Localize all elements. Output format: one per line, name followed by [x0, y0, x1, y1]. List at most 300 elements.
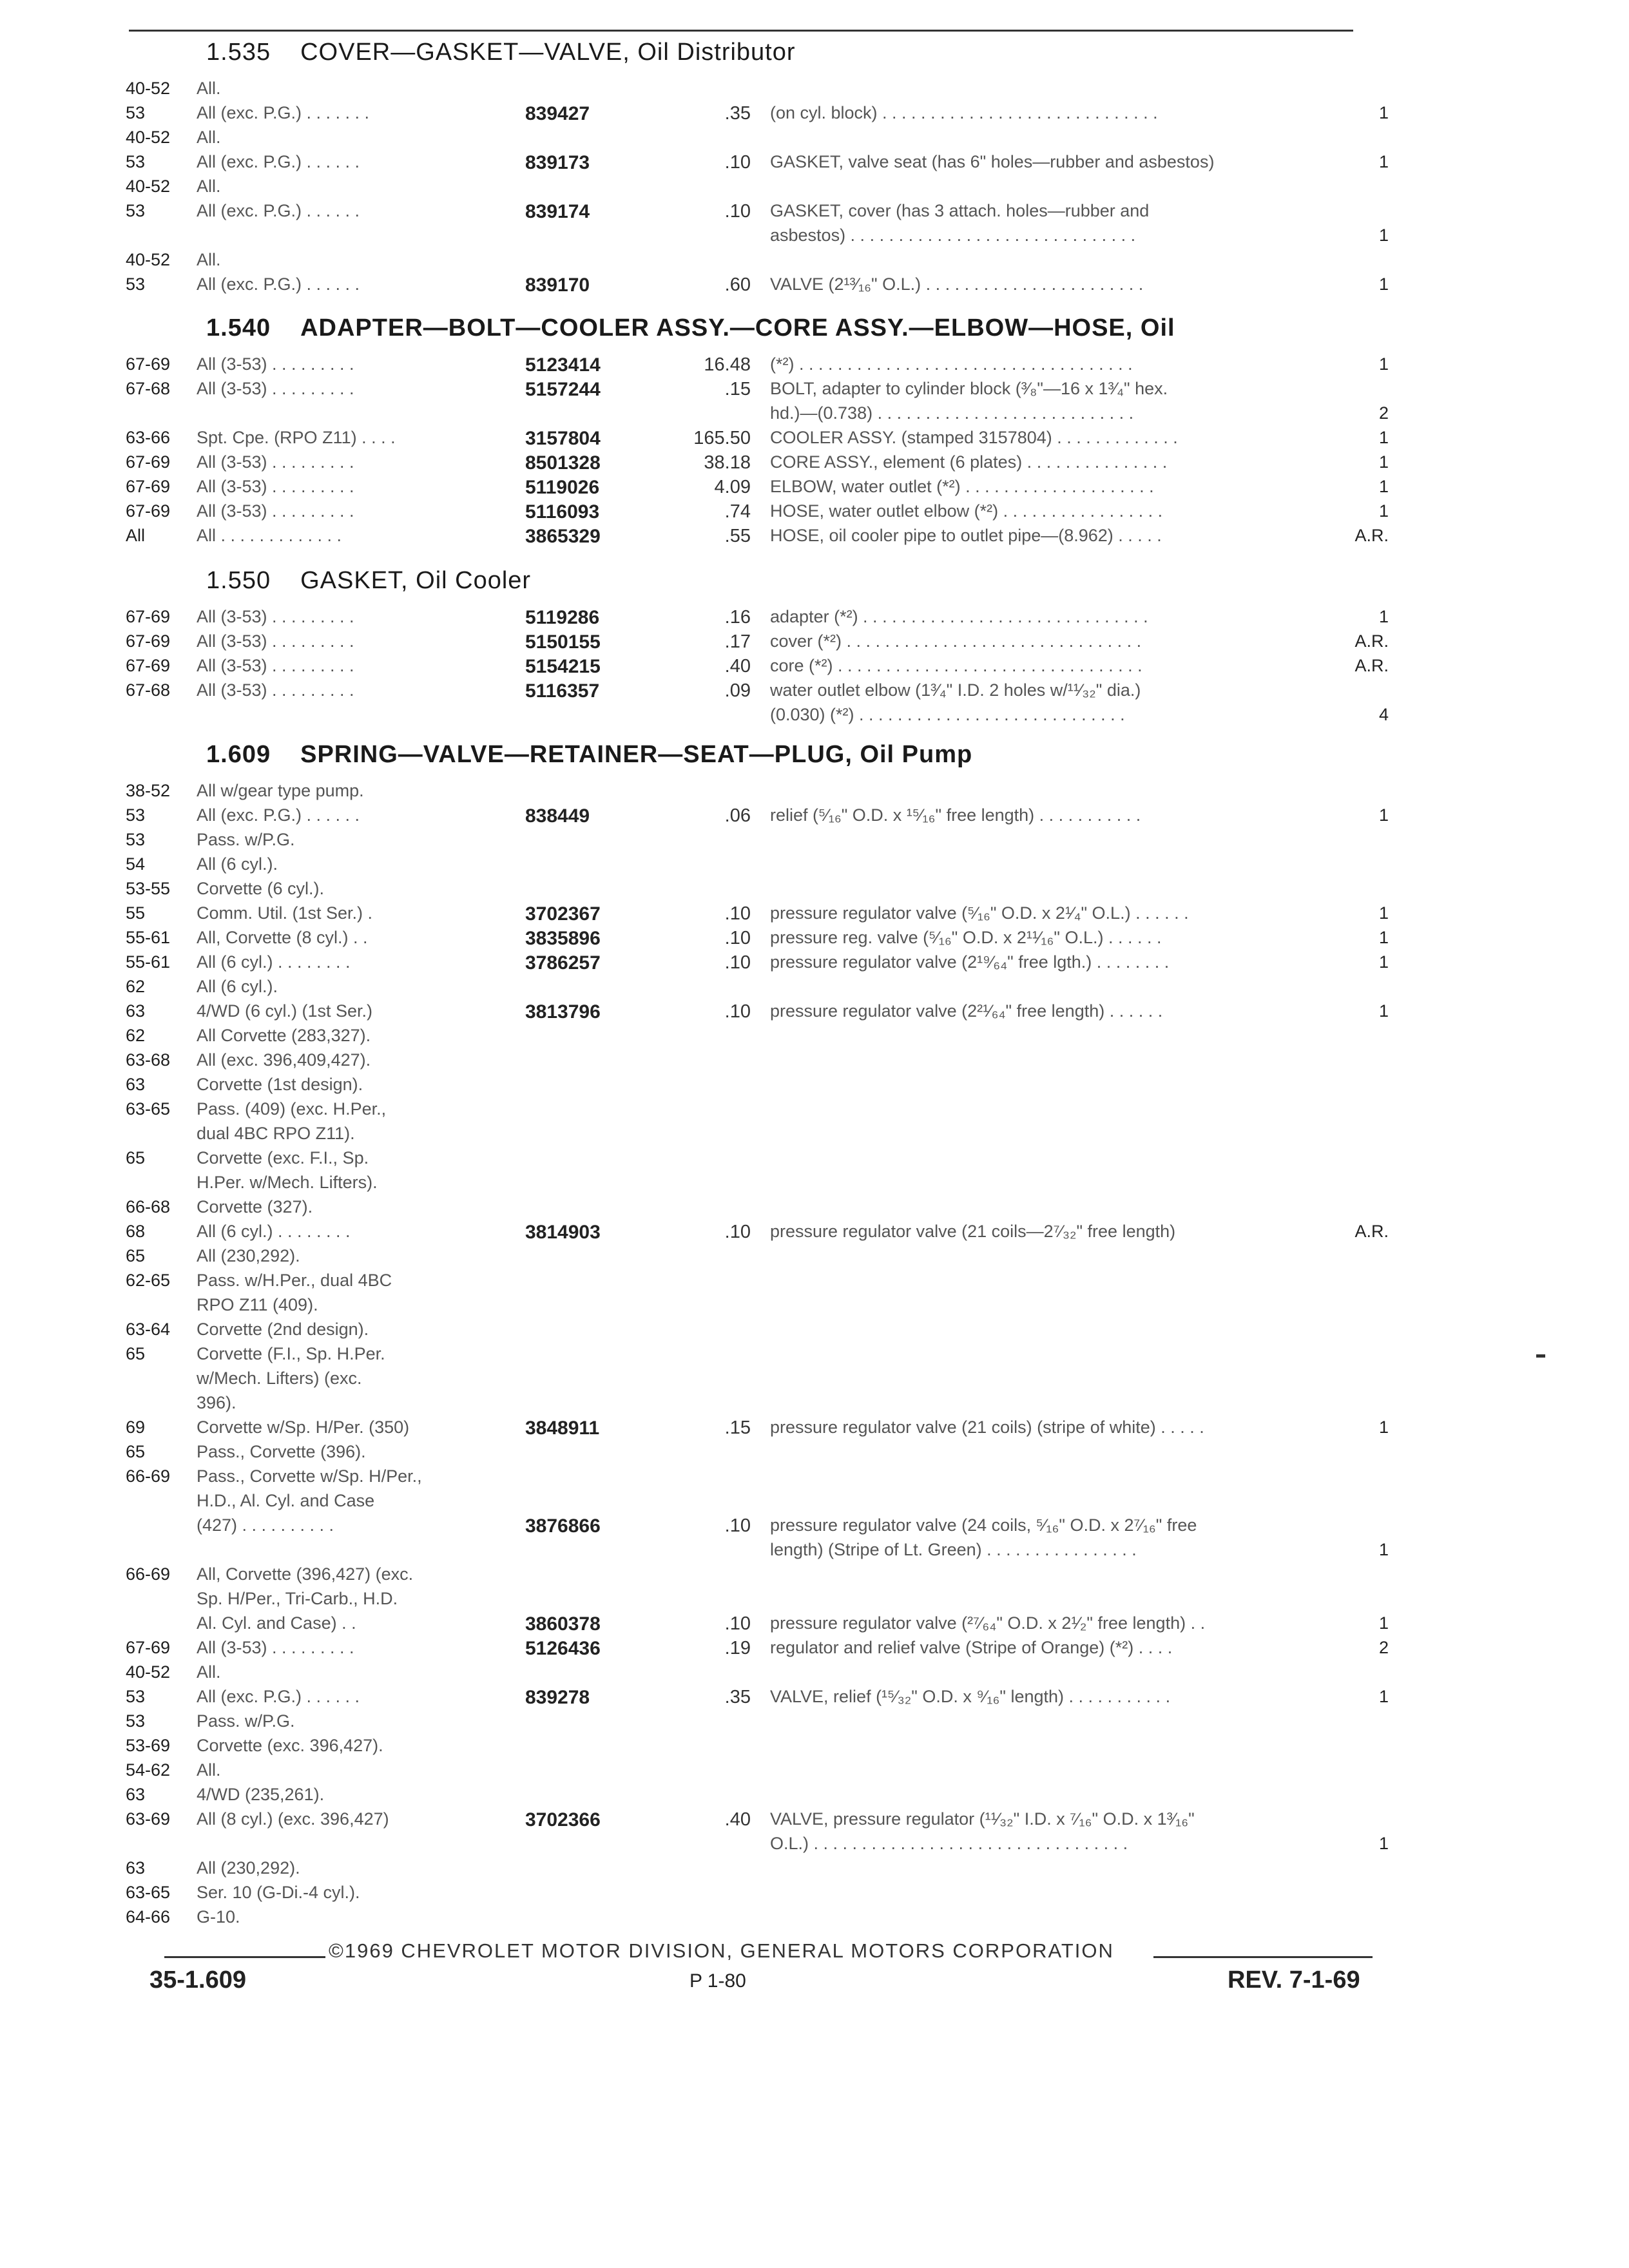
parts-row — [126, 1344, 1402, 1370]
quantity: A.R. — [1354, 526, 1389, 545]
parts-row — [126, 830, 1402, 856]
model-applicability: All. — [197, 177, 221, 196]
part-number: 5126436 — [525, 1638, 601, 1659]
model-year: 65 — [126, 1344, 146, 1363]
part-number: 5116357 — [525, 680, 600, 702]
quantity: 1 — [1378, 452, 1389, 472]
model-applicability: All (3-53) . . . . . . . . . — [197, 656, 354, 675]
parts-row — [126, 177, 1402, 202]
model-year: 53 — [126, 1687, 146, 1706]
part-number: 3702367 — [525, 903, 601, 925]
part-number: 5123414 — [525, 354, 601, 376]
model-applicability: All (8 cyl.) (exc. 396,427) — [197, 1809, 389, 1829]
part-description: HOSE, oil cooler pipe to outlet pipe—(8.962) . . . . . — [770, 526, 1162, 545]
section-number: 1.609 — [206, 741, 271, 768]
model-applicability: All. — [197, 128, 221, 147]
parts-row — [126, 79, 1402, 104]
model-applicability: Pass., Corvette w/Sp. H/Per., — [197, 1466, 422, 1486]
model-applicability: Pass., Corvette (396). — [197, 1442, 366, 1461]
parts-row — [126, 1834, 1402, 1860]
parts-row — [126, 354, 1402, 380]
parts-row — [126, 1564, 1402, 1590]
list-price: .10 — [724, 1515, 751, 1536]
part-number: 5119286 — [525, 607, 600, 628]
model-year: 67-69 — [126, 631, 171, 651]
model-applicability: All (exc. P.G.) . . . . . . — [197, 201, 360, 220]
list-price: .35 — [724, 103, 751, 124]
model-year: 65 — [126, 1246, 146, 1265]
model-applicability: All. — [197, 1662, 221, 1682]
margin-mark — [1536, 1354, 1545, 1358]
model-year: 67-68 — [126, 680, 171, 700]
list-price: .74 — [724, 501, 751, 522]
parts-row — [126, 1173, 1402, 1198]
parts-row — [126, 477, 1402, 503]
model-applicability: All (6 cyl.) . . . . . . . . — [197, 1222, 351, 1241]
parts-row — [126, 1099, 1402, 1125]
model-year: All — [126, 526, 146, 545]
model-year: 66-68 — [126, 1197, 171, 1216]
section-title — [206, 39, 796, 66]
model-applicability: w/Mech. Lifters) (exc. — [197, 1369, 362, 1388]
list-price: .10 — [724, 201, 751, 222]
revision-date: REV. 7-1-69 — [1228, 1966, 1360, 1994]
part-description: water outlet elbow (1³⁄₄" I.D. 2 holes w/¹¹⁄₃₂" dia.) — [770, 680, 1141, 700]
quantity: 1 — [1378, 226, 1389, 245]
model-applicability: Corvette (6 cyl.). — [197, 879, 325, 898]
quantity: 1 — [1378, 103, 1389, 122]
list-price: .19 — [724, 1638, 751, 1658]
quantity: 1 — [1378, 1834, 1389, 1853]
parts-row — [126, 452, 1402, 478]
parts-row — [126, 274, 1402, 300]
model-year: 67-69 — [126, 354, 171, 374]
model-applicability: All w/gear type pump. — [197, 781, 364, 800]
part-description: pressure regulator valve (24 coils, ⁵⁄₁₆" O.D. x 2⁷⁄₁₆" free — [770, 1515, 1197, 1535]
part-description: ELBOW, water outlet (*²) . . . . . . . . . . . . . . . . . . . . — [770, 477, 1154, 496]
parts-row — [126, 1222, 1402, 1247]
list-price: .10 — [724, 952, 751, 973]
model-applicability: All, Corvette (396,427) (exc. — [197, 1564, 414, 1584]
list-price: .40 — [724, 656, 751, 677]
model-year: 68 — [126, 1222, 146, 1241]
part-description: cover (*²) . . . . . . . . . . . . . . . . . . . . . . . . . . . . . . . — [770, 631, 1142, 651]
section-number: 1.535 — [206, 39, 271, 66]
parts-row — [126, 928, 1402, 954]
part-number: 3702366 — [525, 1809, 601, 1831]
list-price: .60 — [724, 274, 751, 295]
model-applicability: All (exc. P.G.) . . . . . . . — [197, 103, 370, 122]
model-applicability: Pass. w/P.G. — [197, 1711, 295, 1731]
part-description: (*²) . . . . . . . . . . . . . . . . . . . . . . . . . . . . . . . . . . . — [770, 354, 1133, 374]
top-rule — [129, 30, 1353, 32]
section-number: 1.550 — [206, 567, 271, 594]
model-year: 40-52 — [126, 128, 171, 147]
part-description: CORE ASSY., element (6 plates) . . . . . . . . . . . . . . . — [770, 452, 1168, 472]
model-year: 63-68 — [126, 1050, 171, 1070]
model-applicability: All (exc. 396,409,427). — [197, 1050, 371, 1070]
model-applicability: Pass. w/P.G. — [197, 830, 295, 849]
parts-row — [126, 1589, 1402, 1615]
model-applicability: All (3-53) . . . . . . . . . — [197, 477, 354, 496]
parts-row — [126, 1662, 1402, 1688]
parts-row — [126, 428, 1402, 454]
model-year: 53 — [126, 830, 146, 849]
parts-row — [126, 1883, 1402, 1908]
model-year: 53-69 — [126, 1736, 171, 1755]
quantity: 4 — [1378, 705, 1389, 724]
parts-row — [126, 250, 1402, 276]
parts-row — [126, 631, 1402, 657]
model-year: 53-55 — [126, 879, 171, 898]
parts-row — [126, 952, 1402, 978]
part-description: pressure regulator valve (⁵⁄₁₆" O.D. x 2¹⁄₄" O.L.) . . . . . . — [770, 903, 1189, 923]
model-year: 63-66 — [126, 428, 171, 447]
model-applicability: Spt. Cpe. (RPO Z11) . . . . — [197, 428, 396, 447]
part-number: 838449 — [525, 805, 590, 827]
parts-row — [126, 1858, 1402, 1884]
model-year: 67-69 — [126, 501, 171, 521]
model-year: 53 — [126, 805, 146, 825]
parts-row — [126, 403, 1402, 429]
quantity: A.R. — [1354, 1222, 1389, 1241]
model-year: 55-61 — [126, 952, 171, 972]
model-applicability: Corvette w/Sp. H/Per. (350) — [197, 1418, 410, 1437]
model-applicability: All (6 cyl.) . . . . . . . . — [197, 952, 351, 972]
parts-row — [126, 526, 1402, 552]
section-heading: GASKET, Oil Cooler — [300, 567, 532, 594]
parts-row — [126, 501, 1402, 527]
section-heading: COVER—GASKET—VALVE, Oil Distributor — [300, 39, 796, 66]
quantity: 1 — [1378, 1613, 1389, 1633]
list-price: .10 — [724, 903, 751, 924]
model-applicability: All (exc. P.G.) . . . . . . — [197, 152, 360, 171]
part-description: pressure regulator valve (²⁷⁄₆₄" O.D. x 2¹⁄₂" free length) . . — [770, 1613, 1206, 1633]
part-description: (on cyl. block) . . . . . . . . . . . . . . . . . . . . . . . . . . . . . — [770, 103, 1158, 122]
model-applicability: All (3-53) . . . . . . . . . — [197, 379, 354, 398]
parts-row — [126, 1491, 1402, 1517]
model-year: 65 — [126, 1442, 146, 1461]
parts-row — [126, 656, 1402, 682]
part-number: 5150155 — [525, 631, 601, 653]
list-price: .55 — [724, 526, 751, 546]
parts-row — [126, 781, 1402, 807]
list-price: 16.48 — [704, 354, 751, 375]
model-year: 40-52 — [126, 1662, 171, 1682]
copyright-line: ©1969 CHEVROLET MOTOR DIVISION, GENERAL MOTORS CORPORATION — [329, 1939, 1114, 1962]
quantity: 1 — [1378, 274, 1389, 294]
parts-row — [126, 201, 1402, 227]
model-year: 64-66 — [126, 1907, 171, 1927]
model-applicability: H.D., Al. Cyl. and Case — [197, 1491, 375, 1510]
model-year: 62 — [126, 977, 146, 996]
model-year: 63 — [126, 1785, 146, 1804]
list-price: .15 — [724, 1418, 751, 1438]
model-applicability: 4/WD (235,261). — [197, 1785, 325, 1804]
parts-row — [126, 1197, 1402, 1223]
part-number: 839278 — [525, 1687, 590, 1708]
parts-row — [126, 1369, 1402, 1394]
footer-rule-left — [164, 1956, 325, 1958]
part-description: pressure regulator valve (2¹⁹⁄₆₄" free lgth.) . . . . . . . . — [770, 952, 1170, 972]
parts-row — [126, 879, 1402, 905]
model-year: 63-64 — [126, 1320, 171, 1339]
model-year: 69 — [126, 1418, 146, 1437]
model-applicability: Corvette (exc. F.I., Sp. — [197, 1148, 369, 1168]
model-applicability: Corvette (F.I., Sp. H.Per. — [197, 1344, 385, 1363]
part-number: 3860378 — [525, 1613, 601, 1635]
list-price: .15 — [724, 379, 751, 399]
model-applicability: Comm. Util. (1st Ser.) . — [197, 903, 373, 923]
parts-row — [126, 1246, 1402, 1272]
parts-row — [126, 1148, 1402, 1174]
model-year: 67-69 — [126, 477, 171, 496]
section-number: 1.540 — [206, 314, 271, 341]
parts-row — [126, 1393, 1402, 1419]
quantity: 1 — [1378, 477, 1389, 496]
quantity: 1 — [1378, 903, 1389, 923]
model-year: 53 — [126, 152, 146, 171]
quantity: 1 — [1378, 428, 1389, 447]
page-number: P 1-80 — [689, 1970, 746, 1992]
model-applicability: RPO Z11 (409). — [197, 1295, 318, 1314]
quantity: 1 — [1378, 1001, 1389, 1021]
model-year: 40-52 — [126, 250, 171, 269]
section-title — [206, 314, 1175, 342]
footer-rule-right — [1153, 1956, 1373, 1958]
part-number: 3848911 — [525, 1418, 600, 1439]
model-applicability: 4/WD (6 cyl.) (1st Ser.) — [197, 1001, 373, 1021]
quantity: 1 — [1378, 805, 1389, 825]
list-price: 4.09 — [714, 477, 751, 497]
list-price: .10 — [724, 1613, 751, 1634]
parts-row — [126, 1711, 1402, 1737]
model-year: 63-69 — [126, 1809, 171, 1829]
part-number: 839173 — [525, 152, 590, 173]
part-description: HOSE, water outlet elbow (*²) . . . . . . . . . . . . . . . . . — [770, 501, 1163, 521]
model-applicability: Pass. (409) (exc. H.Per., — [197, 1099, 387, 1119]
model-applicability: Al. Cyl. and Case) . . — [197, 1613, 356, 1633]
model-applicability: All (6 cyl.). — [197, 977, 278, 996]
model-year: 62-65 — [126, 1271, 171, 1290]
model-year: 53 — [126, 274, 146, 294]
part-number: 3157804 — [525, 428, 601, 449]
parts-row — [126, 1466, 1402, 1492]
parts-row — [126, 1271, 1402, 1296]
model-applicability: All (230,292). — [197, 1246, 300, 1265]
part-description: hd.)—(0.738) . . . . . . . . . . . . . . . . . . . . . . . . . . . — [770, 403, 1134, 423]
quantity: 1 — [1378, 952, 1389, 972]
model-year: 65 — [126, 1148, 146, 1168]
list-price: 38.18 — [704, 452, 751, 473]
list-price: .35 — [724, 1687, 751, 1707]
part-description: pressure regulator valve (2²¹⁄₆₄" free length) . . . . . . — [770, 1001, 1163, 1021]
parts-row — [126, 1124, 1402, 1149]
quantity: A.R. — [1354, 631, 1389, 651]
quantity: 1 — [1378, 1418, 1389, 1437]
list-price: .10 — [724, 1001, 751, 1022]
list-price: .10 — [724, 928, 751, 948]
model-applicability: All (6 cyl.). — [197, 854, 278, 874]
part-description: GASKET, cover (has 3 attach. holes—rubber and — [770, 201, 1150, 220]
model-applicability: Corvette (exc. 396,427). — [197, 1736, 383, 1755]
quantity: 1 — [1378, 607, 1389, 626]
parts-row — [126, 1320, 1402, 1345]
model-year: 53 — [126, 1711, 146, 1731]
parts-row — [126, 1760, 1402, 1786]
part-description: regulator and relief valve (Stripe of Orange) (*²) . . . . — [770, 1638, 1173, 1657]
model-applicability: Corvette (1st design). — [197, 1075, 363, 1094]
model-applicability: H.Per. w/Mech. Lifters). — [197, 1173, 378, 1192]
list-price: .09 — [724, 680, 751, 701]
list-price: .10 — [724, 152, 751, 173]
part-description: VALVE (2¹³⁄₁₆" O.L.) . . . . . . . . . . . . . . . . . . . . . . . — [770, 274, 1144, 294]
model-year: 40-52 — [126, 177, 171, 196]
model-applicability: All. — [197, 250, 221, 269]
model-applicability: All (3-53) . . . . . . . . . — [197, 452, 354, 472]
model-applicability: All (3-53) . . . . . . . . . — [197, 354, 354, 374]
parts-row — [126, 854, 1402, 880]
part-description: VALVE, relief (¹⁵⁄₃₂" O.D. x ⁹⁄₁₆" length) . . . . . . . . . . . — [770, 1687, 1171, 1706]
model-year: 66-69 — [126, 1466, 171, 1486]
list-price: 165.50 — [693, 428, 751, 448]
model-applicability: All . . . . . . . . . . . . . — [197, 526, 342, 545]
model-year: 66-69 — [126, 1564, 171, 1584]
parts-row — [126, 1295, 1402, 1321]
model-year: 67-69 — [126, 452, 171, 472]
part-description: (0.030) (*²) . . . . . . . . . . . . . . . . . . . . . . . . . . . . — [770, 705, 1125, 724]
model-applicability: All (230,292). — [197, 1858, 300, 1878]
model-applicability: All (exc. P.G.) . . . . . . — [197, 1687, 360, 1706]
model-applicability: All (exc. P.G.) . . . . . . — [197, 805, 360, 825]
quantity: 1 — [1378, 354, 1389, 374]
model-applicability: All Corvette (283,327). — [197, 1026, 371, 1045]
part-description: VALVE, pressure regulator (¹¹⁄₃₂" I.D. x ⁷⁄₁₆" O.D. x 1³⁄₁₆" — [770, 1809, 1195, 1829]
parts-row — [126, 128, 1402, 153]
parts-row — [126, 1785, 1402, 1811]
quantity: 1 — [1378, 1540, 1389, 1559]
part-description: pressure regulator valve (21 coils—2⁷⁄₃₂" free length) — [770, 1222, 1176, 1241]
quantity: A.R. — [1354, 656, 1389, 675]
quantity: 2 — [1378, 1638, 1389, 1657]
model-year: 63-65 — [126, 1099, 171, 1119]
model-year: 63 — [126, 1001, 146, 1021]
parts-row — [126, 805, 1402, 831]
part-number: 3786257 — [525, 952, 601, 974]
model-applicability: (427) . . . . . . . . . . — [197, 1515, 334, 1535]
parts-row — [126, 1515, 1402, 1541]
parts-row — [126, 705, 1402, 731]
quantity: 1 — [1378, 1687, 1389, 1706]
part-number: 3814903 — [525, 1222, 601, 1243]
model-year: 40-52 — [126, 79, 171, 98]
model-applicability: All (3-53) . . . . . . . . . — [197, 680, 354, 700]
parts-row — [126, 1736, 1402, 1762]
part-number: 5116093 — [525, 501, 600, 523]
part-number: 3813796 — [525, 1001, 601, 1023]
part-description: relief (⁵⁄₁₆" O.D. x ¹⁵⁄₁₆" free length) . . . . . . . . . . . — [770, 805, 1141, 825]
model-applicability: All (exc. P.G.) . . . . . . — [197, 274, 360, 294]
parts-row — [126, 903, 1402, 929]
section-heading: SPRING—VALVE—RETAINER—SEAT—PLUG, Oil Pump — [300, 741, 973, 768]
model-applicability: Pass. w/H.Per., dual 4BC — [197, 1271, 392, 1290]
parts-row — [126, 680, 1402, 706]
parts-row — [126, 1418, 1402, 1443]
part-description: length) (Stripe of Lt. Green) . . . . . . . . . . . . . . . . — [770, 1540, 1137, 1559]
part-description: pressure regulator valve (21 coils) (stripe of white) . . . . . — [770, 1418, 1204, 1437]
model-applicability: All (3-53) . . . . . . . . . — [197, 631, 354, 651]
part-description: asbestos) . . . . . . . . . . . . . . . . . . . . . . . . . . . . . . — [770, 226, 1136, 245]
model-applicability: All. — [197, 79, 221, 98]
parts-row — [126, 1075, 1402, 1100]
list-price: .17 — [724, 631, 751, 652]
model-year: 67-69 — [126, 607, 171, 626]
parts-row — [126, 1809, 1402, 1835]
quantity: 1 — [1378, 152, 1389, 171]
part-number: 3835896 — [525, 928, 601, 949]
parts-row — [126, 379, 1402, 405]
section-title — [206, 567, 531, 595]
list-price: .40 — [724, 1809, 751, 1830]
part-description: BOLT, adapter to cylinder block (³⁄₈"—16 x 1³⁄₄" hex. — [770, 379, 1168, 398]
part-number: 5154215 — [525, 656, 601, 677]
model-applicability: All, Corvette (8 cyl.) . . — [197, 928, 368, 947]
part-number: 839427 — [525, 103, 590, 124]
model-applicability: G-10. — [197, 1907, 240, 1927]
part-description: adapter (*²) . . . . . . . . . . . . . . . . . . . . . . . . . . . . . . — [770, 607, 1148, 626]
list-price: .10 — [724, 1222, 751, 1242]
model-year: 63-65 — [126, 1883, 171, 1902]
section-title — [206, 741, 972, 769]
part-number: 5157244 — [525, 379, 601, 400]
quantity: 2 — [1378, 403, 1389, 423]
part-description: COOLER ASSY. (stamped 3157804) . . . . . . . . . . . . . — [770, 428, 1178, 447]
model-year: 55-61 — [126, 928, 171, 947]
model-applicability: Sp. H/Per., Tri-Carb., H.D. — [197, 1589, 398, 1608]
parts-row — [126, 1613, 1402, 1639]
model-year: 63 — [126, 1075, 146, 1094]
part-number: 839170 — [525, 274, 590, 296]
model-applicability: All (3-53) . . . . . . . . . — [197, 607, 354, 626]
parts-row — [126, 1026, 1402, 1052]
parts-row — [126, 1442, 1402, 1468]
section-heading: ADAPTER—BOLT—COOLER ASSY.—CORE ASSY.—ELBOW—HOSE, Oil — [300, 314, 1175, 341]
list-price: .06 — [724, 805, 751, 826]
model-year: 54 — [126, 854, 146, 874]
model-applicability: dual 4BC RPO Z11). — [197, 1124, 355, 1143]
part-number: 839174 — [525, 201, 590, 222]
part-description: GASKET, valve seat (has 6" holes—rubber and asbestos) — [770, 152, 1215, 171]
model-applicability: Corvette (2nd design). — [197, 1320, 369, 1339]
model-year: 62 — [126, 1026, 146, 1045]
model-applicability: All (3-53) . . . . . . . . . — [197, 1638, 354, 1657]
part-number: 3876866 — [525, 1515, 601, 1537]
parts-row — [126, 103, 1402, 129]
parts-row — [126, 607, 1402, 633]
model-applicability: All (3-53) . . . . . . . . . — [197, 501, 354, 521]
model-year: 54-62 — [126, 1760, 171, 1780]
parts-row — [126, 1907, 1402, 1933]
parts-row — [126, 1001, 1402, 1027]
part-number: 3865329 — [525, 526, 601, 547]
part-number: 5119026 — [525, 477, 600, 498]
model-year: 55 — [126, 903, 146, 923]
quantity: 1 — [1378, 928, 1389, 947]
part-number: 8501328 — [525, 452, 601, 474]
model-applicability: Ser. 10 (G-Di.-4 cyl.). — [197, 1883, 360, 1902]
model-applicability: Corvette (327). — [197, 1197, 313, 1216]
model-year: 67-69 — [126, 656, 171, 675]
